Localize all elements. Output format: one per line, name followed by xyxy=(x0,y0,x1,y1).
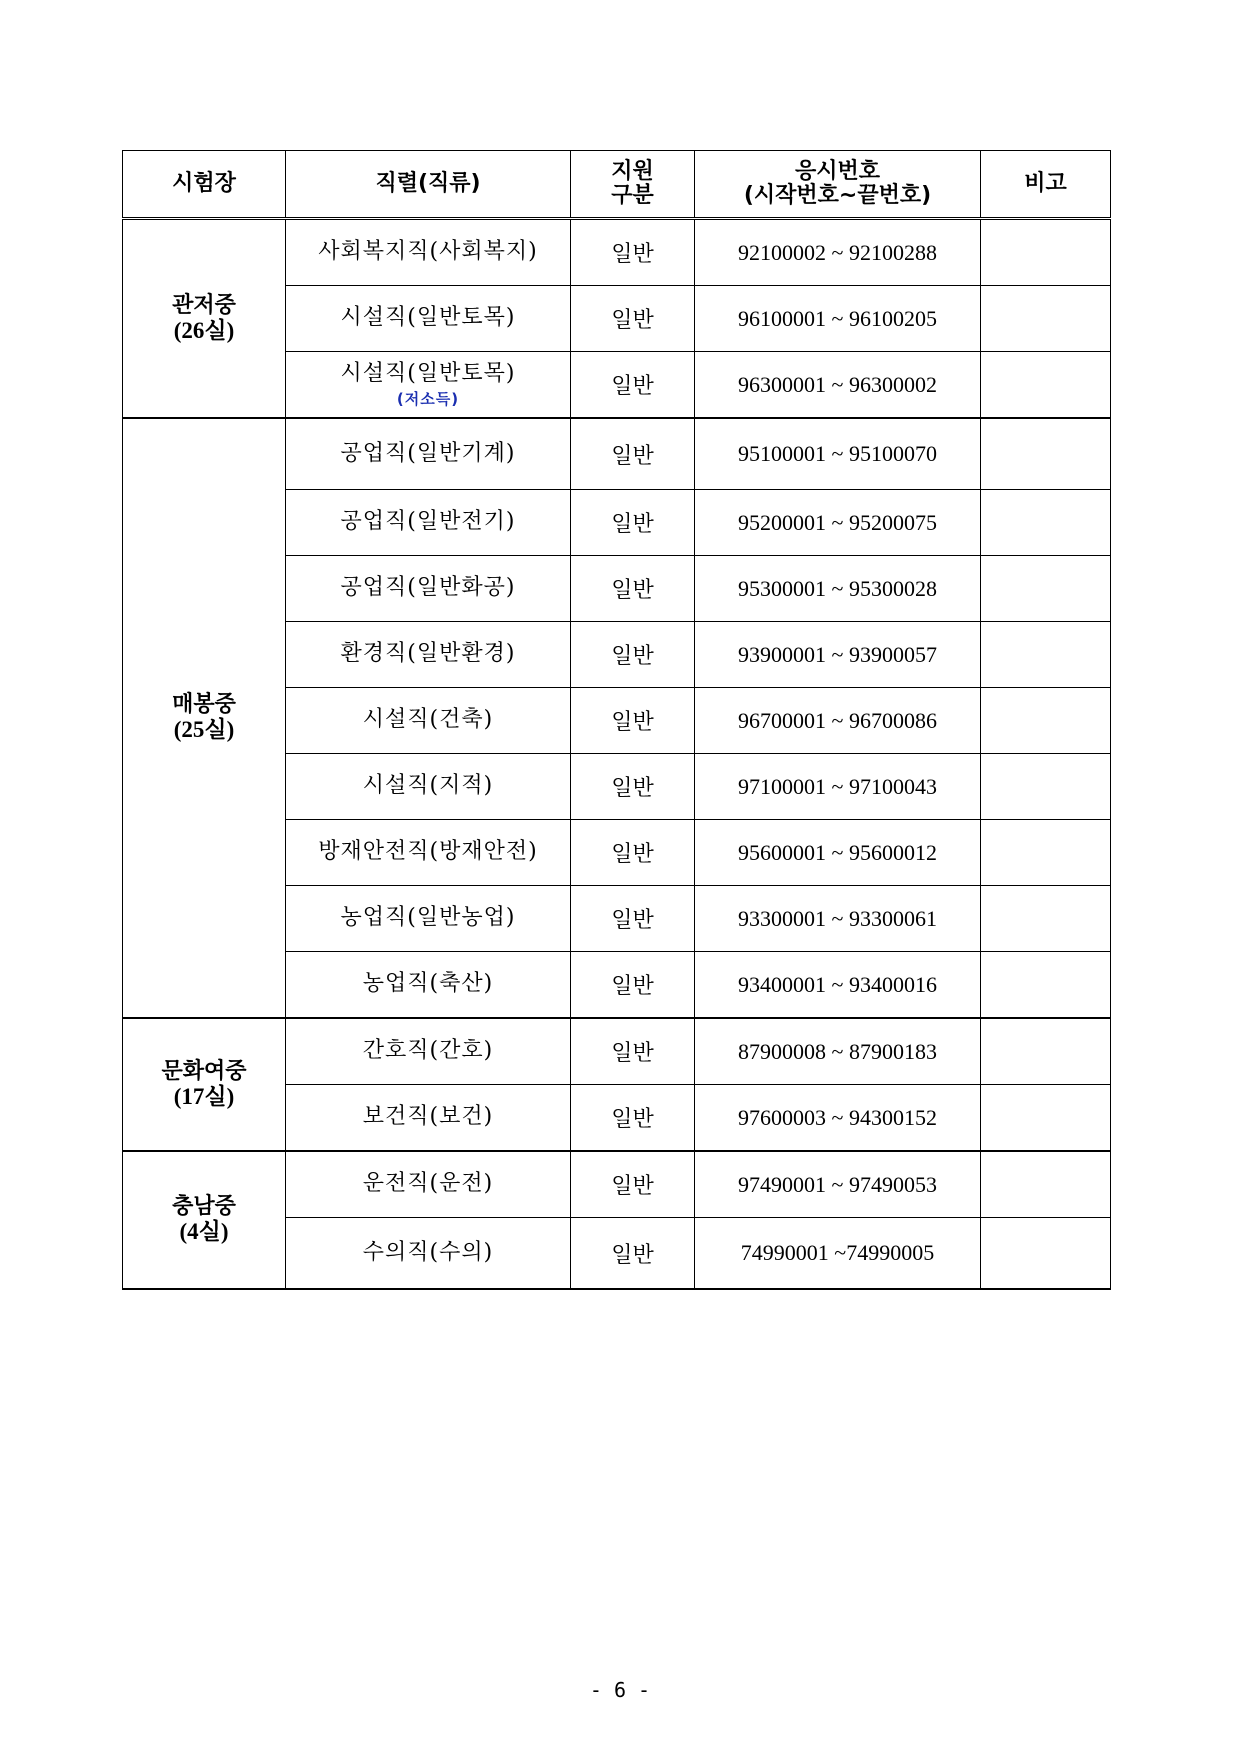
note-cell xyxy=(981,556,1111,622)
job-cell: 공업직(일반전기) xyxy=(286,490,571,556)
job-cell: 사회복지직(사회복지) xyxy=(286,219,571,286)
table-header-row xyxy=(123,151,1111,219)
venue-name: 관저중 xyxy=(172,292,236,318)
header-type-line2: 구분 xyxy=(611,183,654,208)
type-cell: 일반 xyxy=(571,418,695,490)
job-cell: 시설직(일반토목) xyxy=(286,286,571,352)
header-venue: 시험장 xyxy=(123,151,286,219)
venue-cell xyxy=(123,1018,286,1151)
range-cell: 95300001 ~ 95300028 xyxy=(695,556,981,622)
type-cell: 일반 xyxy=(571,1218,695,1290)
note-cell xyxy=(981,219,1111,286)
range-cell: 95600001 ~ 95600012 xyxy=(695,820,981,886)
range-cell: 93900001 ~ 93900057 xyxy=(695,622,981,688)
job-cell: 환경직(일반환경) xyxy=(286,622,571,688)
range-cell: 95100001 ~ 95100070 xyxy=(695,418,981,490)
job-name: 시설직(일반토목) xyxy=(340,361,516,387)
note-cell xyxy=(981,352,1111,419)
range-cell: 97490001 ~ 97490053 xyxy=(695,1151,981,1218)
range-cell: 96700001 ~ 96700086 xyxy=(695,688,981,754)
note-cell xyxy=(981,1085,1111,1152)
exam-schedule-table xyxy=(122,150,1111,1290)
job-cell: 방재안전직(방재안전) xyxy=(286,820,571,886)
page-number: - 6 - xyxy=(589,1678,651,1702)
table-row xyxy=(123,1018,1111,1085)
range-cell: 93400001 ~ 93400016 xyxy=(695,952,981,1019)
venue-rooms: (26실) xyxy=(173,317,235,343)
range-cell: 97600003 ~ 94300152 xyxy=(695,1085,981,1152)
range-cell: 93300001 ~ 93300061 xyxy=(695,886,981,952)
venue-name: 문화여중 xyxy=(161,1058,247,1084)
note-cell xyxy=(981,418,1111,490)
type-cell: 일반 xyxy=(571,1085,695,1152)
job-cell: 보건직(보건) xyxy=(286,1085,571,1152)
note-cell xyxy=(981,754,1111,820)
note-cell xyxy=(981,952,1111,1019)
type-cell: 일반 xyxy=(571,352,695,419)
type-cell: 일반 xyxy=(571,490,695,556)
venue-name: 충남중 xyxy=(172,1194,236,1220)
job-cell xyxy=(286,352,571,419)
note-cell xyxy=(981,1151,1111,1218)
venue-cell xyxy=(123,418,286,1018)
type-cell: 일반 xyxy=(571,622,695,688)
type-cell: 일반 xyxy=(571,754,695,820)
header-type xyxy=(571,151,695,219)
table-row xyxy=(123,219,1111,286)
type-cell: 일반 xyxy=(571,820,695,886)
table-row xyxy=(123,1151,1111,1218)
job-cell: 수의직(수의) xyxy=(286,1218,571,1290)
range-cell: 97100001 ~ 97100043 xyxy=(695,754,981,820)
job-cell: 시설직(건축) xyxy=(286,688,571,754)
job-cell: 농업직(축산) xyxy=(286,952,571,1019)
note-cell xyxy=(981,1218,1111,1290)
note-cell xyxy=(981,1018,1111,1085)
header-range-line2: (시작번호~끝번호) xyxy=(743,183,932,208)
type-cell: 일반 xyxy=(571,1018,695,1085)
note-cell xyxy=(981,820,1111,886)
job-cell: 시설직(지적) xyxy=(286,754,571,820)
range-cell: 96100001 ~ 96100205 xyxy=(695,286,981,352)
range-cell: 74990001 ~74990005 xyxy=(695,1218,981,1290)
note-cell xyxy=(981,286,1111,352)
note-cell xyxy=(981,688,1111,754)
type-cell: 일반 xyxy=(571,886,695,952)
range-cell: 92100002 ~ 92100288 xyxy=(695,219,981,286)
header-range-line1: 응시번호 xyxy=(794,158,880,184)
header-note: 비고 xyxy=(981,151,1111,219)
type-cell: 일반 xyxy=(571,219,695,286)
note-cell xyxy=(981,622,1111,688)
range-cell: 87900008 ~ 87900183 xyxy=(695,1018,981,1085)
job-cell: 간호직(간호) xyxy=(286,1018,571,1085)
type-cell: 일반 xyxy=(571,688,695,754)
note-cell xyxy=(981,490,1111,556)
type-cell: 일반 xyxy=(571,286,695,352)
job-cell: 운전직(운전) xyxy=(286,1151,571,1218)
table-row xyxy=(123,418,1111,490)
venue-rooms: (4실) xyxy=(179,1219,229,1245)
header-type-line1: 지원 xyxy=(611,158,654,184)
venue-rooms: (25실) xyxy=(173,717,235,743)
venue-name: 매봉중 xyxy=(172,692,236,718)
range-cell: 96300001 ~ 96300002 xyxy=(695,352,981,419)
job-cell: 농업직(일반농업) xyxy=(286,886,571,952)
job-cell: 공업직(일반기계) xyxy=(286,418,571,490)
note-cell xyxy=(981,886,1111,952)
venue-cell xyxy=(123,219,286,419)
job-subnote: (저소득) xyxy=(396,389,460,408)
type-cell: 일반 xyxy=(571,1151,695,1218)
range-cell: 95200001 ~ 95200075 xyxy=(695,490,981,556)
header-range xyxy=(695,151,981,219)
venue-cell xyxy=(123,1151,286,1289)
job-cell: 공업직(일반화공) xyxy=(286,556,571,622)
header-job: 직렬(직류) xyxy=(286,151,571,219)
venue-rooms: (17실) xyxy=(173,1083,235,1109)
type-cell: 일반 xyxy=(571,952,695,1019)
type-cell: 일반 xyxy=(571,556,695,622)
